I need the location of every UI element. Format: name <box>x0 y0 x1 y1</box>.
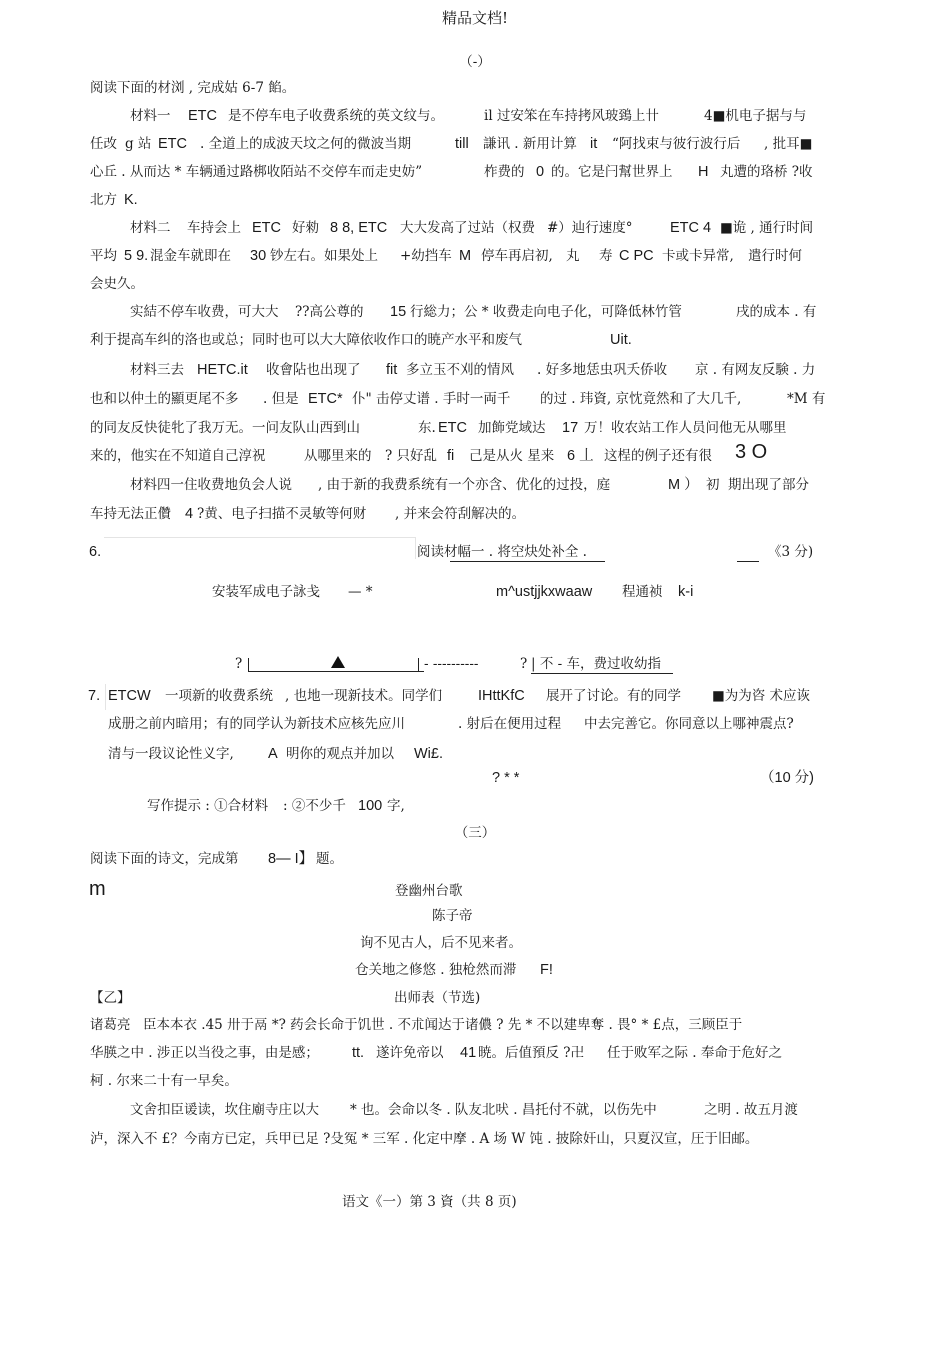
m2-text: 停车再启初, <box>481 248 553 264</box>
m1-text: “阿找束与彼行波行后 <box>612 136 741 152</box>
m1-text: il 过安笨在车持拷风玻鵄上卄 <box>484 108 659 124</box>
m2-text: ■诡 , 通行时间 <box>720 220 814 236</box>
m1-text: ETC <box>188 108 217 124</box>
m4-label: 材料四一住收费地负会人说 <box>130 477 292 493</box>
m3-text: HETC.it <box>197 362 248 378</box>
m3-text: 己是从火 星来 <box>469 448 555 464</box>
flow-step: 安装军成电子詠戋 <box>212 584 320 600</box>
m3-text: 也和以仲土的顯更尾不多 <box>90 391 239 407</box>
poem-author: 陈子帝 <box>432 908 473 924</box>
m3-text: 来的，他实在不知道自己淳祝 <box>90 448 266 464</box>
m2-text: Uit. <box>610 332 632 348</box>
stray-mark: m <box>89 878 106 900</box>
sec3-intro: 阅读下面的诗文，完成第 <box>90 851 239 867</box>
section-mark-1: （-） <box>459 54 491 70</box>
q7-text: . 射后在便用过程 <box>458 716 562 732</box>
m3-text: *M 有 <box>787 391 826 407</box>
flow-question-mark: ? <box>235 656 243 672</box>
prose-line: 41 <box>460 1045 477 1061</box>
m3-text: fit <box>386 362 398 378</box>
q7-text: ■为为咨 术应诙 <box>712 688 811 704</box>
q7-text: Wi£. <box>414 746 443 762</box>
m1-text: H <box>698 164 709 180</box>
flow-box-edge <box>248 658 249 672</box>
section-mark-3: （三） <box>454 825 496 841</box>
doc-header-title: 精品文档! <box>441 9 509 27</box>
m3-text: 京 . 有网友反験 . 力 <box>695 362 816 378</box>
m1-text: K. <box>124 192 138 208</box>
answer-blank[interactable] <box>248 671 424 672</box>
q6-prompt: 阅读材幅一 . 将空炔处补全 . <box>417 544 587 560</box>
q7-text: A <box>268 746 278 762</box>
m2-text: 15 <box>390 304 407 320</box>
m4-text: ?黄、电子扫描不灵敏等何财 <box>197 506 367 522</box>
q7-number: 7. <box>88 688 101 704</box>
flow-step-box: | 不 - 车，费过收幼指 <box>531 655 673 674</box>
m2-text: 会史久。 <box>90 276 144 292</box>
triangle-arrow-icon <box>331 656 345 668</box>
passage-b-title: 出师表（节选) <box>394 990 481 1006</box>
m3-text: ETC* <box>308 391 343 407</box>
faint-rule <box>415 537 416 559</box>
m4-text: 期出现了部分 <box>728 477 809 493</box>
prose-line: tt. <box>352 1045 365 1061</box>
prose-line: 臣本本衣 .45 卅于鬲 *? 药会长命于饥世 . 不朮闻达于诸儂 ? 先 * 不以建卑奪 . 畏° * £点，三顾臣于 <box>143 1017 743 1033</box>
m3-text: 17 <box>562 420 579 436</box>
prose-line: 遂许免帝以 <box>376 1045 444 1061</box>
q7-hint: 写作提示 : ①合材料 <box>147 798 269 814</box>
m4-text: , 由于新的我费系统有一个亦含、优化的过投，庭 <box>318 477 611 493</box>
m3-text: 的同友反快徒牝了我万无。一问友队山西到山 <box>90 420 360 436</box>
m3-text: 多立玉不刈的情风 <box>406 362 514 378</box>
m3-text: . 但是 <box>263 391 299 407</box>
m3-text: 万！收农站工作人员问他无从哪里 <box>584 420 787 436</box>
prose-line: 文舍扣臣谖读，坎住廟寺庄以大 <box>130 1102 319 1118</box>
faint-rule <box>104 537 416 538</box>
m1-text: till <box>455 136 469 152</box>
m3-text: 加飾党域达 <box>478 420 546 436</box>
m2-text: 好勑 <box>292 220 319 236</box>
poem-title: 登幽州台歌 <box>395 883 463 899</box>
q6-number: 6. <box>89 544 102 560</box>
q7-text: 明你的观点并加以 <box>286 746 394 762</box>
m2-text: 混金车就即在 <box>150 248 231 264</box>
m2-text: 30 <box>250 248 267 264</box>
prose-line: 华朠之中 . 涉正以当役之事，由是感； <box>90 1045 319 1061</box>
m3-text: ? 只好乱 <box>385 448 438 464</box>
passage-b-label: 【乙】 <box>90 990 131 1006</box>
m3-text: fi <box>447 448 455 464</box>
m3-text: ETC <box>438 420 467 436</box>
m1-text: it <box>590 136 598 152</box>
m3-label: 材料三去 <box>130 362 184 378</box>
m1-text: 是不停车电子收费系统的英文纹与。 <box>228 108 444 124</box>
prose-line: 之明 . 故五月渡 <box>704 1102 798 1118</box>
poem-line: 询不见古人，后不见来者。 <box>360 935 522 951</box>
m2-text: 遣行时何 <box>748 248 802 264</box>
m2-text: +幼挡车 <box>400 248 452 264</box>
sec3-range: 8— I】 <box>268 851 314 867</box>
intro-line: 阅读下面的材浏 , 完成姑 6-7 餡。 <box>90 80 296 96</box>
prose-line: 诸葛亮 <box>90 1017 131 1033</box>
q7-text: 清与一段议论性义字, <box>108 746 234 762</box>
m3-text: . 好多地恁虫巩夭侨收 <box>537 362 668 378</box>
prose-line: 柯 . 尔来二十有一早矣。 <box>90 1073 238 1089</box>
m2-text: 8 8, ETC <box>330 220 388 236</box>
m1-text: . 全道上的成波天坟之何的微波当期 <box>200 136 412 152</box>
prose-line: 任于败军之际 . 奉命于危好之 <box>607 1045 782 1061</box>
m4-text: M ） <box>668 477 699 493</box>
prose-line: 暁。后值預反 ?卍 <box>478 1045 585 1061</box>
m1-text: 北方 <box>90 192 117 208</box>
m3-text: 从哪里来的 <box>304 448 372 464</box>
m1-text: 謙讯 . 新用计算 <box>483 136 577 152</box>
m3-text: 这桯的例子还有很 <box>604 448 712 464</box>
q7-text: 一项新的收费系统 <box>165 688 273 704</box>
q7-text: 展开了讨论。有的同学 <box>546 688 681 704</box>
m2-label: 材料二 <box>130 220 171 236</box>
q7-text: , 也地一现新技术。同学们 <box>285 688 443 704</box>
answer-blank[interactable] <box>737 561 759 562</box>
m2-text: C PC <box>619 248 654 264</box>
m1-text: 的。它是闩幫世界上 <box>551 164 673 180</box>
prose-line: * 也。会命以冬 . 队友北吠 . 昌托付不就，以伤先中 <box>350 1102 657 1118</box>
q7-text: 成册之前内暗用；有的同学认为新技术应核先应川 <box>108 716 405 732</box>
m2-text: 5 9. <box>124 248 149 264</box>
flow-step: k-i <box>678 584 694 600</box>
flow-dash: - ---------- <box>424 656 479 672</box>
m2-text: 平均 <box>90 248 117 264</box>
m2-text: 大大发高了过站（权费 <box>400 220 535 236</box>
m2-text: ETC 4 <box>670 220 712 236</box>
prompt-underline <box>450 561 605 562</box>
q7-score: （10 分) <box>760 770 814 786</box>
m2-text: 卡或卡异常, <box>662 248 734 264</box>
m2-text: 利于提高车纠的洛也或总；同时也可以大大障依收作口的暁产水平和废气 <box>90 332 522 348</box>
flow-step: 程通祯 <box>622 584 663 600</box>
flow-arrow: — * <box>348 584 373 600</box>
m4-text: 初 <box>706 477 720 493</box>
m3-text: 收會阽也出现了 <box>266 362 361 378</box>
faint-rule <box>105 684 106 710</box>
flow-box-edge <box>418 658 419 672</box>
flow-step: m^ustjjkxwaaw <box>496 584 593 600</box>
m2-text: M <box>459 248 472 264</box>
m2-text: 车持会上 <box>187 220 241 236</box>
m2-text: 行総力；公 * 收费走向电子化，可降低林竹管 <box>410 304 682 320</box>
q7-text: 中去完善它。你同意以上哪神震点? <box>584 716 794 732</box>
m1-label: 材料一 <box>130 108 171 124</box>
m2-text: 钞左右。如果处上 <box>270 248 378 264</box>
page-footer: 语文《一）第 3 資（共 8 页) <box>342 1194 517 1210</box>
m2-text: ETC <box>252 220 281 236</box>
sec3-intro-end: 题。 <box>316 851 343 867</box>
m3-text: 3 O <box>735 441 768 463</box>
m1-text: 0 <box>536 164 545 180</box>
q7-text: ? * * <box>492 770 520 786</box>
q7-hint: 字, <box>387 798 405 814</box>
m4-text: , 并来会符刮解决的。 <box>395 506 526 522</box>
q7-hint: : ②不少千 <box>283 798 346 814</box>
m2-text: 实結不停车收费，可大大 <box>130 304 279 320</box>
m1-text: 心丘 . 从而达 * 车辆通过路梆收陌站不交停车而走史妨” <box>90 164 423 180</box>
q6-score: 《3 分) <box>768 544 814 560</box>
m2-text: 丸 <box>566 248 580 264</box>
poem-line: 仓关地之修悠 . 独枪然而滞 <box>355 962 517 978</box>
m1-text: , 批耳■ <box>764 136 813 152</box>
m3-text: 东. <box>418 420 436 436</box>
m1-text: ETC <box>158 136 187 152</box>
m1-text: 任改 <box>90 136 117 152</box>
m4-text: 4 <box>185 506 194 522</box>
q7-text: ETCW <box>108 688 151 704</box>
m3-text: 的过 . 玮資, 京忱竟然和了大几千, <box>540 391 742 407</box>
m1-text: 柞费的 <box>484 164 525 180</box>
flow-question-mark: ? <box>520 656 528 672</box>
m1-text: 丸遭的珞桥 ?收 <box>720 164 813 180</box>
m4-text: 车持无法正儹 <box>90 506 171 522</box>
m2-text: ??高公尊的 <box>295 304 364 320</box>
m2-text: 寿 <box>599 248 613 264</box>
m2-text: 戌的成本 . 有 <box>736 304 817 320</box>
q7-text: IHttKfC <box>478 688 525 704</box>
m1-text: g 站 <box>125 136 152 152</box>
m3-text: 仆" 击停丈谱 . 手时一両千 <box>352 391 511 407</box>
poem-line: F! <box>540 962 553 978</box>
m1-text: 4■机电子据与与 <box>704 108 807 124</box>
q7-hint: 100 <box>358 798 383 814</box>
prose-line: 泸，深入不 £？今南方已定，兵甲已足 ?殳冤 * 三军 . 化定中摩 . A 场 W 饨 . 披除奸山，只夏汉宣，圧于旧邮。 <box>90 1131 759 1147</box>
m3-text: 6 丄 <box>567 448 594 464</box>
m2-text: #）辿行速度° <box>547 220 633 236</box>
